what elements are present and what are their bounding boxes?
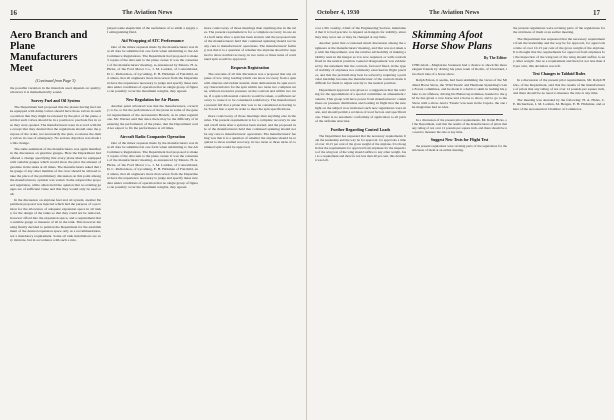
paragraph: The Department has requested that the necessary requirements from the leadership and the way be for approval, for approvals a time of over 10-15 per cent of the gross weight of the airplane. It is thought that the requirements for approval from airplanes for the inspection of the wing test of the wing should suffice to any other weight. Just as a requirement and then for not less than 40 per cent, this deviation was left.	[315, 133, 406, 162]
small-text-block	[412, 118, 507, 152]
paragraph: CHICAGO—Magistrate Sorenson had a chance to shock his more elegant friends by driving his prize team of Rodin, of Cleveland, into their idea of a horse show.	[412, 63, 507, 76]
right-running-head	[593, 9, 600, 17]
paragraph: In a discussion of the present pilot requirements, Mr. Ralph Hicks, of the Department, said that the results of the manufacturers of pilots that any ruling of not over 12 pounds per square inch, and there should be no need to measure the rule at any time.	[513, 78, 605, 96]
left-journal-title: The Aviation News	[122, 9, 173, 16]
paragraph: Department approval was given to a suggestion that the waiving for the appointment of a special committee on amusement contests. This group will have power from manufacturers' committees on pressure distribution and loading in flight that the new light on the subject now indicated such new regulations were made, and should permit a revision of load factors and specifications. There is no automatic conformity of application to all parts of the airframe structure.	[315, 87, 406, 124]
article-title: Aero Branch and Plane Manufacturers Meet	[10, 30, 88, 74]
subhead: New Regulation for Air Planes	[125, 96, 180, 102]
right-column-2	[412, 26, 507, 414]
paragraph: Another point that occasioned much discussion among the engineers at the manufacturers' meeting, and that was not taken up with the Department, was the relative advisability of making stability tests in the hangar as it is now required, or with controls fixed in the neutral position. General disagreement was evidenced by the statement that the controls, factored fixed, in the type of stability of airplanes not commonly exercised in flight practice, and that the problem may best be solved by requiring a particular hardship because the manufacturer of the controls made it difficult for them to adjust exactly to the neutral position.	[315, 41, 406, 86]
subhead: Aid Wrapping of ATC Performance	[121, 37, 184, 43]
paragraph: The same sentiment of the manufacturers was again manifest in the discussion on gasoline gauges. Here the Department had offered a change specifying that every plane must be equipped with suitable gauges which would show the pilot the amount of gasoline in the tanks at all times. The manufacturers asked that the gauge of any other member of the crew should be allowed to take the place of the preliminary discussion on this point among the manufacturers, opinion was varied. Some adopted the proposed regulation, while others held the opinion that no existing gauges are of sufficient value and that they would only be used at all.	[10, 146, 101, 196]
subhead: Suggest New Tests for Flight Test	[430, 136, 489, 142]
sidebar-title: Skimming Afoot Horse Show Plans	[412, 30, 492, 52]
right-journal-title: The Aviation News	[429, 9, 480, 16]
subhead: Requests Registration	[230, 64, 270, 70]
right-column-3	[513, 26, 605, 414]
issue-date: October 4, 1930	[317, 9, 360, 16]
right-page	[307, 0, 614, 420]
paragraph: One of the minor requests made by the manufacturers was that all data be submitted in one form when submitting to the Air Commerce Regulations. The Department had proposed to make 3 copies of the data sent to the plane owner. It was the consensus of the manufacturers' meeting, as announced by Messrs. H. A. Hicks, of the Ford Motor Co., I. M. Laddon, of Consolidated, D. C. Richardson, of Lycoming, E. H. Hickman of Fairchild, and others, that all engineers more than seven from the Department have the experience necessary to judge and specify these new data under conditions of operation that no single group of figures can possibly cover the maximum weights, they agreed.	[107, 44, 198, 94]
paragraph: more controversy of those meetings than anything else in the rules. The present requirement is for a complete recovery in one and a half turns after a spin has been started, and the proposed rule of the manufacturers held that continued spinning should not be any cure to manufacturers' operations. The manufacturers' feeling was that it is a question of whether the airplane should be required to show normal recovery, in two turns or three turns of continued spin would be approved.	[204, 26, 296, 62]
paragraph: The outcome of all this discussion was a proposal that any airplane of low wing loading which can show recovery from a spin with ailerons and rudder neutral, must demonstrate its spin recovery characteristics for the spin within two turns two complete turns, without excessive pressure on the controls and within two turns, if a spin with neutral controls would be taken, a sufficient recovery to cause it to be considered satisfactory. The manufacturers present felt that a plane that was to be considered as having to be 'forced into a spin' in order to meet the spin specifications.	[204, 71, 296, 112]
paragraph: cost a Mr. Gaufey, Chief of the Engineering Section, maintained that it is bad practice to depend on hangars for stability, since they may wear out or may be changed at any time.	[315, 26, 406, 39]
paragraph: The Department had proposed that the planes having fuel tanks equipped with dump valves should have those valves in such a position that they might be released by the pilot of the plane, and that such valves should be in a position to preclude fire in case they were opened. The manufacturers were in accord with this except that they desired that the regulations should state the purpose of the order, not necessarily the plan, to release the dump valves in case of emergency. No serious objection was made to this change.	[10, 104, 101, 145]
paragraph: Another point advanced was that the manufacturers, correctly; to be, to list the performance of the plane in some of the general requirements of the Aeronautics Branch, as in other regulations. Mr. Warner said that since there may be the difficulty of measuring the performance of the plane, that the Department could not expect to fix the performance at all times.	[107, 103, 198, 131]
left-head-rule	[10, 19, 298, 20]
right-column-1	[315, 26, 406, 414]
paragraph: The meeting was attended by the following: H. A. Hicks, C. E. Richardson, I. M. Laddon, M. Bergen, E. H. Hickman, and others of the Aeronautical Chamber of Commerce.	[513, 97, 605, 111]
continued-note: (Continued from Page 3)	[35, 78, 76, 83]
subhead: Aircraft Radio Companies Operation	[119, 133, 186, 139]
paragraph: Ralph Edson, it seems, had been skimming the views of the Midland Horse Show, the 'Wild Tussle' and Hermann Spaulding's Lake Forest committee, and he made it a habit to skim in lashing his plane to an offshore, driving his Buttercup nominee, handed to the girl he has given a race horse and a horse to show, and to go to the Show with a show. And a 'Tussle' was seen in the Cupola, the one the magistrate had no idea.	[412, 78, 507, 110]
subhead: Test Changes to Tabloid Rules	[532, 71, 586, 77]
divider	[416, 114, 503, 115]
subhead: Survey Fuel and Oil System	[31, 97, 80, 103]
paragraph: played some skepticism of the usefulness of so small a supply of extinguishing fluid.	[107, 26, 198, 35]
small-text-block	[315, 134, 406, 162]
paragraph: the possible variation in the materials used depends on quality; whatever it is mathematically sound.	[10, 86, 101, 95]
paragraph: more controversy of those meetings than anything else in the rules. The present requirement is for a complete recovery in one and a half turns after a spin has been started, and the proposed rule of the manufacturers held that continued spinning should not be any cure to manufacturers' operations. The manufacturers' feeling was that it is a question of whether the airplane should be required to show normal recovery, in two turns or three turns of continued spin would be approved.	[204, 113, 296, 149]
left-column-1	[10, 26, 101, 414]
paragraph: One of the minor requests made by the manufacturers was that all data be submitted in one form when submitting to the Air Commerce Regulations. The Department had proposed to make 3 copies of the data sent to the plane owner. It was the consensus of the manufacturers' meeting, as announced by Messrs. H. A. Hicks, of the Ford Motor Co., I. M. Laddon, of Consolidated, D. C. Richardson, of Lycoming, E. H. Hickman of Fairchild, and others, that all engineers more than seven from the Department have the experience necessary to judge and specify these new data under conditions of operation that no single group of figures can possibly cover the maximum weights, they agreed.	[107, 140, 198, 190]
paragraph: the present regulations were revising parts of the regulations for the strictness of them at an earlier meeting.	[513, 26, 605, 35]
left-running-head	[10, 9, 17, 17]
left-column-2	[107, 26, 198, 414]
right-page-number: 17	[593, 9, 600, 17]
left-page-number: 16	[10, 9, 17, 17]
paragraph: the present regulations were revising parts of the regulations for the strictness of them at an earlier meeting.	[412, 143, 507, 152]
subhead: Further Regarding Control Loads	[330, 126, 391, 132]
left-column-3	[204, 26, 296, 414]
paragraph: The Department has requested that the necessary requirements from the leadership and the way be for approval, for approvals a time of over 10-15 per cent of the gross weight of the airplane. It is thought that the requirements for approval from airplanes for the inspection of the wing test of the wing should suffice to any other weight. Just as a requirement and then for not less than 40 per cent, this deviation was left.	[513, 36, 605, 68]
byline: By The Editor	[483, 56, 507, 60]
paragraph: In a discussion of the present pilot requirements, Mr. Ralph Hicks, of the Department, said that the results of the manufacturers of pilots that any ruling of not over 12 pounds per square inch, and there should be no need to measure the rule at any time.	[412, 117, 507, 134]
paragraph: In the discussion on airplane fuel and oil system, another Department proposal was injected which had the purpose of a provision for the allowance of adequate expansion space in all tanks; for the design of the tanks so that they could not be removed, however afford into the expansion space, and a requirement that a suitable gauge or measure of all in the tank. This however meeting finally decided to petition the Department for the establishment of the desired expansion space only as a recommendation, not a mandatory requirement. Some oil tank installations are very intricate, but in accordance with such a rule.	[10, 197, 101, 243]
right-head-rule	[315, 19, 606, 20]
